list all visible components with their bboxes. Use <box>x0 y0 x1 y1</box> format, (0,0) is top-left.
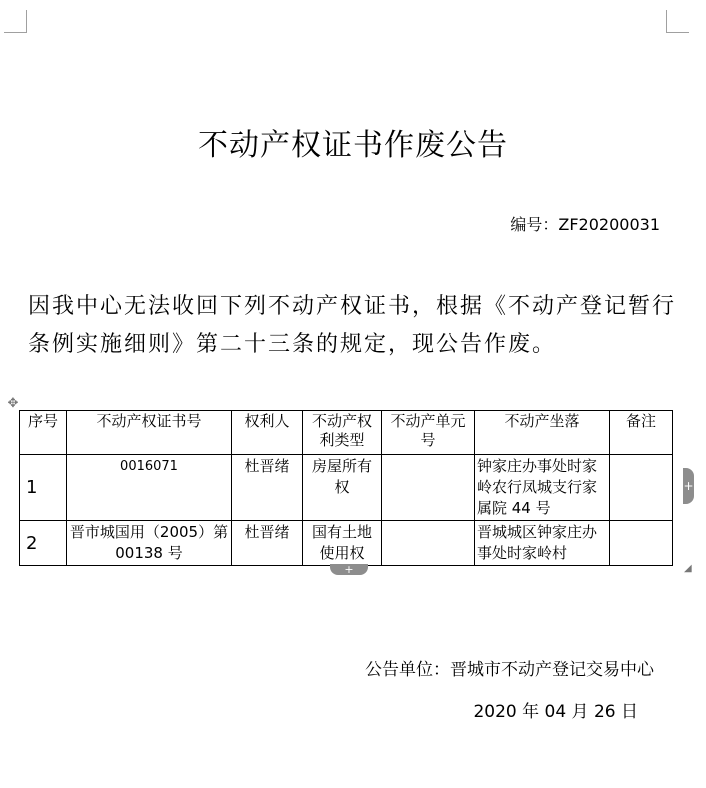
cell-right-type[interactable]: 国有土地使用权 <box>303 521 382 566</box>
cell-cert-no[interactable]: 晋市城国用（2005）第 00138 号 <box>67 521 232 566</box>
cell-holder[interactable]: 杜晋绪 <box>232 455 303 521</box>
header-seq: 序号 <box>20 411 67 455</box>
add-row-plus-icon[interactable]: + <box>683 468 694 504</box>
certificate-table[interactable] <box>19 410 673 566</box>
cell-location[interactable]: 晋城城区钟家庄办事处时家岭村 <box>475 521 610 566</box>
announcement-paragraph: 因我中心无法收回下列不动产权证书，根据《不动产登记暂行条例实施细则》第二十三条的规定，现公告作废。 <box>28 294 677 357</box>
crop-mark-top-right <box>666 10 689 33</box>
table-row <box>20 521 673 566</box>
crop-mark-top-left <box>4 10 27 33</box>
document-title: 不动产权证书作废公告 <box>198 128 508 163</box>
cell-holder[interactable]: 杜晋绪 <box>232 521 303 566</box>
cell-seq[interactable]: 1 <box>20 455 67 521</box>
document-number: 编号：ZF20200031 <box>510 215 660 234</box>
add-column-plus-icon[interactable]: + <box>330 564 368 575</box>
issuer-line: 公告单位：晋城市不动产登记交易中心 <box>365 660 654 680</box>
issue-date: 2020 年 04 月 26 日 <box>473 702 638 722</box>
table-row <box>20 455 673 521</box>
header-cert-no: 不动产权证书号 <box>67 411 232 455</box>
header-unit-no: 不动产单元号 <box>382 411 475 455</box>
cell-unit-no[interactable] <box>382 455 475 521</box>
header-location: 不动产坐落 <box>475 411 610 455</box>
table-header-row <box>20 411 673 455</box>
cell-cert-no[interactable]: 0016071 <box>67 455 232 521</box>
cell-note[interactable] <box>610 521 673 566</box>
header-note: 备注 <box>610 411 673 455</box>
cell-note[interactable] <box>610 455 673 521</box>
cell-right-type[interactable]: 房屋所有权 <box>303 455 382 521</box>
cell-unit-no[interactable] <box>382 521 475 566</box>
cell-seq[interactable]: 2 <box>20 521 67 566</box>
table-resize-icon[interactable]: ◢ <box>684 563 692 574</box>
header-holder: 权利人 <box>232 411 303 455</box>
table-move-handle-icon[interactable]: ✥ <box>7 396 19 411</box>
cell-location[interactable]: 钟家庄办事处时家岭农行凤城支行家属院 44 号 <box>475 455 610 521</box>
header-right-type: 不动产权利类型 <box>303 411 382 455</box>
